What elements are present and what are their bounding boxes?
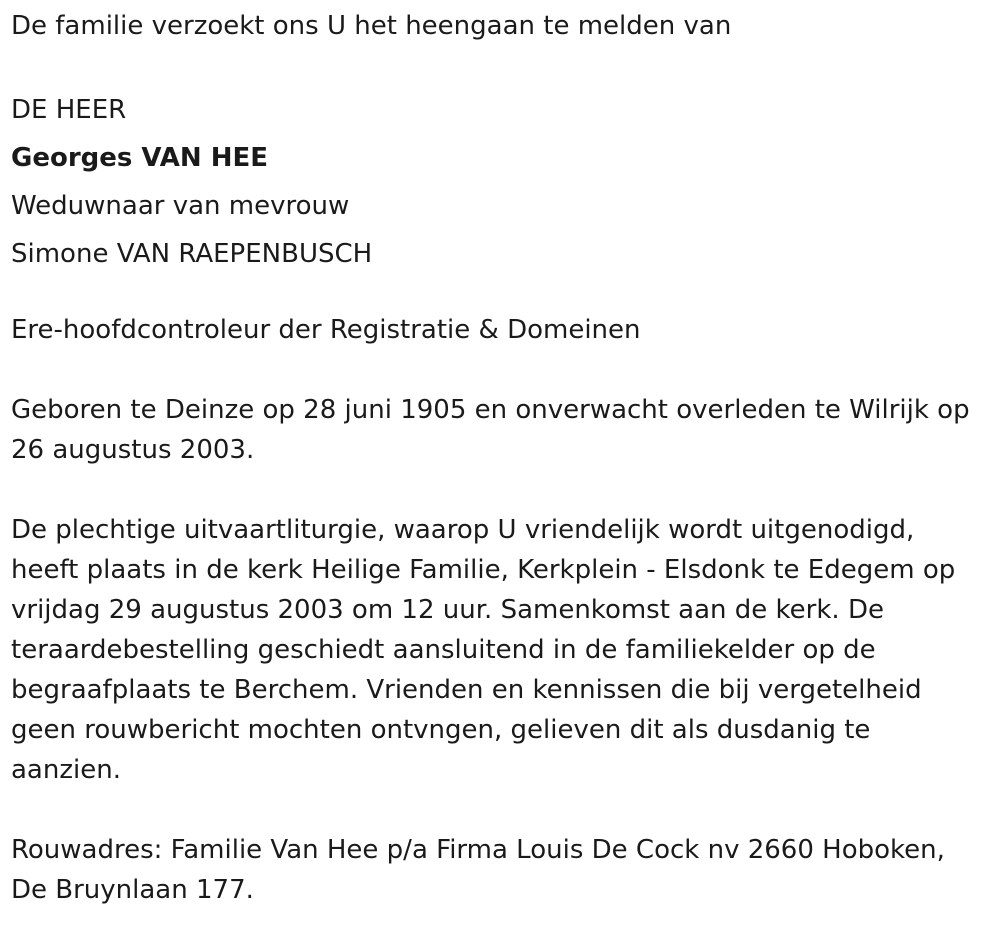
- paragraph-line: geen rouwbericht mochten ontvngen, gelieven dit als dusdanig te: [11, 715, 871, 745]
- paragraph-line: begraafplaats te Berchem. Vrienden en kennissen die bij vergetelheid: [11, 675, 922, 705]
- paragraph-line: aanzien.: [11, 755, 121, 785]
- paragraph-line: Rouwadres: Familie Van Hee p/a Firma Louis De Cock nv 2660 Hoboken,: [11, 835, 945, 865]
- ceremony-paragraph: [11, 510, 996, 790]
- function-line: Ere-hoofdcontroleur der Registratie & Domeinen: [11, 315, 641, 345]
- birth-death-paragraph: [11, 390, 996, 470]
- paragraph-line: De Bruynlaan 177.: [11, 875, 254, 905]
- intro-text: [11, 6, 731, 46]
- paragraph-line: 26 augustus 2003.: [11, 435, 255, 465]
- paragraph-line: vrijdag 29 augustus 2003 om 12 uur. Samenkomst aan de kerk. De: [11, 595, 884, 625]
- deceased-name: Georges VAN HEE: [11, 143, 269, 173]
- paragraph-line: teraardebestelling geschiedt aansluitend in de familiekelder op de: [11, 635, 876, 665]
- relation-label: Weduwnaar van mevrouw: [11, 191, 350, 221]
- salutation: DE HEER: [11, 95, 127, 125]
- address-paragraph: [11, 830, 996, 910]
- paragraph-line: De plechtige uitvaartliturgie, waarop U vriendelijk wordt uitgenodigd,: [11, 515, 915, 545]
- spouse-name: Simone VAN RAEPENBUSCH: [11, 239, 373, 269]
- deceased-block: [11, 86, 372, 278]
- function-title: [11, 310, 641, 350]
- paragraph-line: Geboren te Deinze op 28 juni 1905 en onverwacht overleden te Wilrijk op: [11, 395, 970, 425]
- paragraph-line: heeft plaats in de kerk Heilige Familie, Kerkplein - Elsdonk te Edegem op: [11, 555, 956, 585]
- intro-line: De familie verzoekt ons U het heengaan te melden van: [11, 11, 732, 41]
